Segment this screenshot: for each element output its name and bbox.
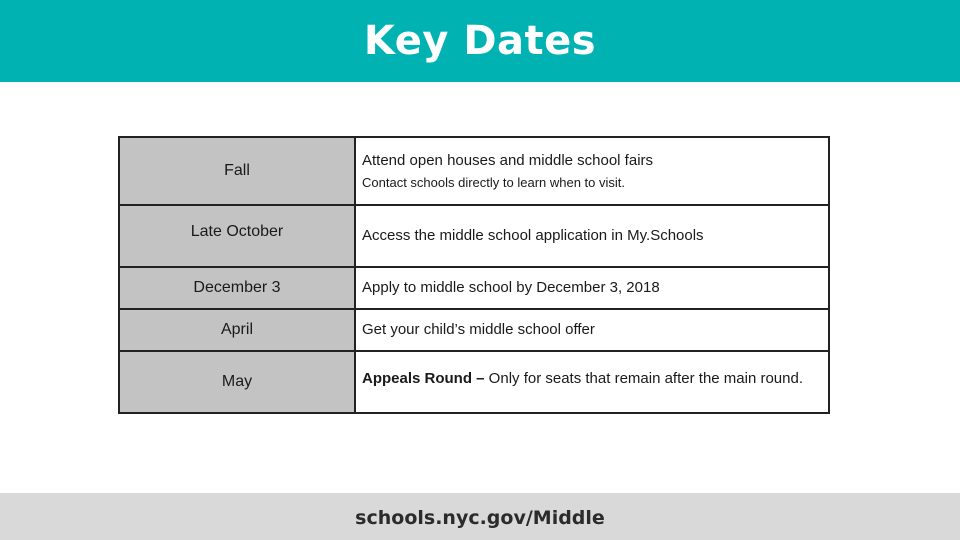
date-cell (119, 137, 355, 205)
event-label: Access the middle school application in My.Schools (362, 227, 704, 244)
date-label: Fall (224, 162, 250, 179)
page-title: Key Dates (363, 18, 597, 64)
event-cell (355, 309, 829, 351)
table-row (119, 205, 829, 267)
footer-url: schools.nyc.gov/Middle (355, 506, 605, 529)
date-cell (119, 205, 355, 267)
event-label: Get your child’s middle school offer (362, 321, 595, 338)
event-cell (355, 267, 829, 309)
event-label-rest: Only for seats that remain after the main round. (484, 369, 804, 387)
table-row (119, 351, 829, 413)
event-label-bold: Appeals Round – (362, 369, 485, 387)
date-label: May (221, 373, 253, 390)
date-label: Late October (190, 223, 284, 240)
event-label (362, 368, 822, 389)
event-cell (355, 137, 829, 205)
date-cell (119, 309, 355, 351)
key-dates-table (118, 136, 830, 414)
date-label: December 3 (193, 279, 281, 296)
event-cell (355, 351, 829, 413)
footer-bar (0, 493, 960, 540)
table-row (119, 309, 829, 351)
event-cell (355, 205, 829, 267)
table-row (119, 267, 829, 309)
event-label: Apply to middle school by December 3, 2018 (362, 279, 660, 296)
table-row (119, 137, 829, 205)
date-cell (119, 351, 355, 413)
title-banner (0, 0, 960, 82)
event-label: Attend open houses and middle school fairs (362, 152, 654, 169)
date-cell (119, 267, 355, 309)
date-label: April (220, 321, 253, 338)
event-detail: Contact schools directly to learn when to visit. (362, 175, 626, 190)
